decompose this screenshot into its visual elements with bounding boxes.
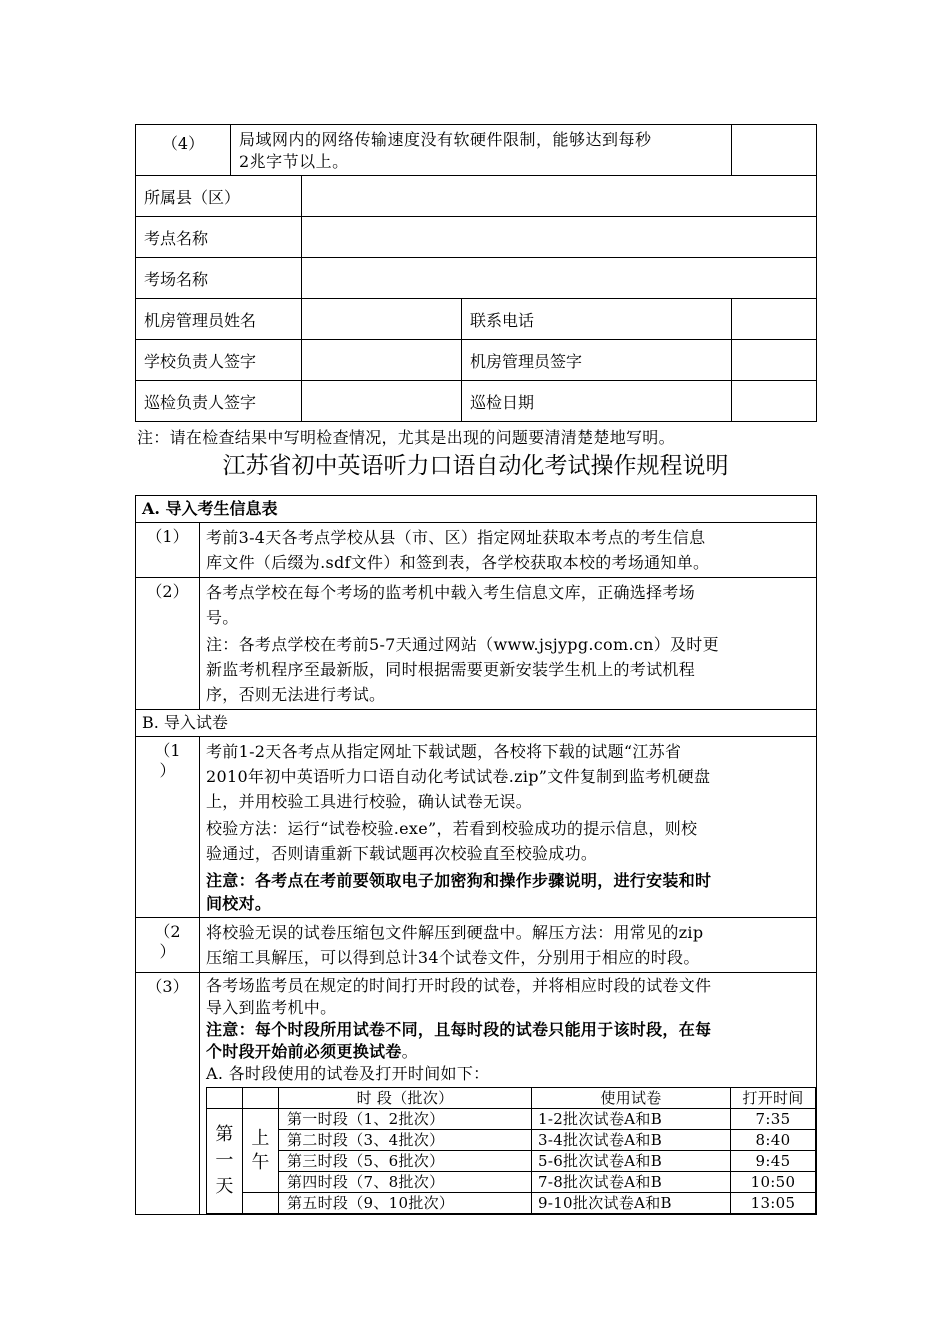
step-b1-method-line: 验通过，否则请重新下载试题再次校验直至校验成功。: [206, 844, 598, 863]
schedule-header-time: 打开时间: [731, 1088, 816, 1109]
room-row: [136, 258, 817, 299]
step-b1-line: 上，并用校验工具进行校验，确认试卷无误。: [206, 792, 533, 811]
schedule-paper: 7-8批次试卷A和B: [532, 1172, 731, 1193]
school-sign-row: [136, 340, 817, 381]
schedule-half-empty: [243, 1193, 279, 1214]
schedule-paper: 1-2批次试卷A和B: [532, 1109, 731, 1130]
schedule-paper: 9-10批次试卷A和B: [532, 1193, 731, 1214]
step-b3-warning-line: [206, 1041, 810, 1063]
step-a1-number: （1）: [136, 523, 200, 578]
schedule-header-row: [207, 1088, 816, 1109]
schedule-header-paper: 使用试卷: [532, 1088, 731, 1109]
step-b3-line: 各考场监考员在规定的时间打开时段的试卷，并将相应时段的试卷文件: [206, 976, 712, 995]
schedule-period: 第四时段（7、8批次）: [279, 1172, 532, 1193]
document-title: 江苏省初中英语听力口语自动化考试操作规程说明: [222, 453, 729, 479]
schedule-half-char: 上: [251, 1127, 270, 1149]
schedule-time: 13:05: [731, 1193, 816, 1214]
step-b1-row: [136, 737, 817, 918]
inspect-date-value-cell: [732, 381, 817, 422]
step-b1-number: [136, 737, 200, 918]
step-a2-note-line: 注：各考点学校在考前5-7天通过网站（www.jsjypg.com.cn）及时更: [206, 635, 719, 654]
schedule-time: 10:50: [731, 1172, 816, 1193]
phone-value-cell: [732, 299, 817, 340]
schedule-period: 第二时段（3、4批次）: [279, 1130, 532, 1151]
schedule-period: 第一时段（1、2批次）: [279, 1109, 532, 1130]
admin-sign-label: 机房管理员签字: [462, 340, 732, 381]
schedule-period: 第五时段（9、10批次）: [279, 1193, 532, 1214]
step-b1-warning-line: [206, 893, 810, 915]
schedule-header-empty: [243, 1088, 279, 1109]
schedule-row: [207, 1151, 816, 1172]
step-b2-text: [200, 918, 817, 973]
inspector-sign-label: 巡检负责人签字: [136, 381, 302, 422]
schedule-header-period: 时 段（批次）: [279, 1088, 532, 1109]
step-b2-row: [136, 918, 817, 973]
schedule-row: [207, 1130, 816, 1151]
inspector-sign-value-cell: [302, 381, 462, 422]
step-b1-warning-text: 间校对。: [206, 894, 272, 913]
step-b1-text: [200, 737, 817, 918]
school-sign-value-cell: [302, 340, 462, 381]
step-b1-number-part: （1: [154, 741, 181, 760]
step-b1-number-part: ）: [159, 761, 176, 780]
step-a2-note-line: 新监考机程序至最新版，同时根据需要更新安装学生机上的考试机程: [206, 660, 696, 679]
step-a1-row: [136, 523, 817, 578]
step-b3-schedule-intro: A. 各时段使用的试卷及打开时间如下：: [206, 1064, 490, 1083]
step-b2-number-part: ）: [159, 942, 176, 961]
step-a2-row: [136, 578, 817, 710]
schedule-row: [207, 1172, 816, 1193]
step-a2-number: （2）: [136, 578, 200, 710]
inspection-form-table: [135, 124, 817, 422]
step-a2-note-line: 序，否则无法进行考试。: [206, 685, 386, 704]
schedule-header-empty: [207, 1088, 243, 1109]
step-b1-line: 2010年初中英语听力口语自动化考试试卷.zip”文件复制到监考机硬盘: [206, 767, 711, 786]
schedule-day-char: 天: [215, 1176, 234, 1197]
item-4-line1: 局域网内的网络传输速度没有软硬件限制，能够达到每秒: [239, 130, 652, 149]
step-a1-line: 库文件（后缀为.sdf文件）和签到表，各学校获取本校的考场通知单。: [206, 553, 710, 572]
inspect-date-label: 巡检日期: [462, 381, 732, 422]
item-4-text: [231, 125, 732, 176]
room-name-label: 考场名称: [136, 258, 302, 299]
item-4-line2: 2兆字节以上。: [239, 152, 349, 171]
admin-name-value-cell: [302, 299, 462, 340]
schedule-paper: 3-4批次试卷A和B: [532, 1130, 731, 1151]
admin-sign-value-cell: [732, 340, 817, 381]
step-b3-warning-end: 。: [401, 1042, 418, 1061]
step-a1-line: 考前3-4天各考点学校从县（市、区）指定网址获取本考点的考生信息: [206, 528, 706, 547]
schedule-day-char: 一: [215, 1150, 234, 1171]
form-note: 注：请在检查结果中写明检查情况，尤其是出现的问题要清清楚楚地写明。: [137, 428, 675, 447]
schedule-half-label: [243, 1109, 279, 1193]
schedule-day-label: [207, 1109, 243, 1214]
section-a-title: A. 导入考生信息表: [136, 496, 817, 523]
step-a1-text: [200, 523, 817, 578]
step-b3-number: （3）: [136, 973, 200, 1215]
county-label: 所属县（区）: [136, 176, 302, 217]
room-name-value-cell: [302, 258, 817, 299]
county-value-cell: [302, 176, 817, 217]
step-b1-method-line: 校验方法：运行“试卷校验.exe”，若看到校验成功的提示信息，则校: [206, 819, 698, 838]
step-b3-warning-line: [206, 1019, 810, 1041]
step-b3-text: [200, 973, 817, 1215]
section-b-header-row: [136, 710, 817, 737]
step-a2-text: [200, 578, 817, 710]
schedule-row: [207, 1193, 816, 1214]
step-b2-number: [136, 918, 200, 973]
step-b3-line: 导入到监考机中。: [206, 998, 337, 1017]
site-name-value-cell: [302, 217, 817, 258]
site-row: [136, 217, 817, 258]
step-b1-warning-text: 注意：各考点在考前要领取电子加密狗和操作步骤说明，进行安装和时: [206, 871, 712, 890]
step-a2-line: 各考点学校在每个考场的监考机中载入考生信息文库，正确选择考场: [206, 583, 696, 602]
step-b3-warning-text: 个时段开始前必须更换试卷: [206, 1042, 402, 1061]
phone-label: 联系电话: [462, 299, 732, 340]
step-b1-line: 考前1-2天各考点从指定网址下载试题，各校将下载的试题“江苏省: [206, 742, 682, 761]
step-b3-warning-text: 注意：每个时段所用试卷不同，且每时段的试卷只能用于该时段，在每: [206, 1020, 712, 1039]
schedule-row: [207, 1109, 816, 1130]
schedule-period: 第三时段（5、6批次）: [279, 1151, 532, 1172]
step-b2-number-part: （2: [154, 922, 181, 941]
item-4-number: （4）: [136, 125, 231, 176]
item-4-result-cell: [732, 125, 817, 176]
admin-name-row: [136, 299, 817, 340]
schedule-time: 9:45: [731, 1151, 816, 1172]
schedule-day-char: 第: [215, 1124, 234, 1145]
schedule-time: 8:40: [731, 1130, 816, 1151]
step-a2-line: 号。: [206, 608, 239, 627]
step-b1-warning-line: [206, 868, 810, 893]
admin-name-label: 机房管理员姓名: [136, 299, 302, 340]
site-name-label: 考点名称: [136, 217, 302, 258]
schedule-half-char: 午: [251, 1151, 270, 1173]
county-row: [136, 176, 817, 217]
step-b3-row: [136, 973, 817, 1215]
section-b-title: B. 导入试卷: [136, 710, 817, 737]
schedule-paper: 5-6批次试卷A和B: [532, 1151, 731, 1172]
step-b2-line: 将校验无误的试卷压缩包文件解压到硬盘中。解压方法：用常见的zip: [206, 923, 704, 942]
section-a-header-row: [136, 496, 817, 523]
step-b2-line: 压缩工具解压，可以得到总计34个试卷文件，分别用于相应的时段。: [206, 948, 700, 967]
schedule-table: [206, 1087, 816, 1214]
schedule-time: 7:35: [731, 1109, 816, 1130]
item-4-row: [136, 125, 817, 176]
inspector-row: [136, 381, 817, 422]
school-sign-label: 学校负责人签字: [136, 340, 302, 381]
procedure-table: [135, 495, 817, 1215]
